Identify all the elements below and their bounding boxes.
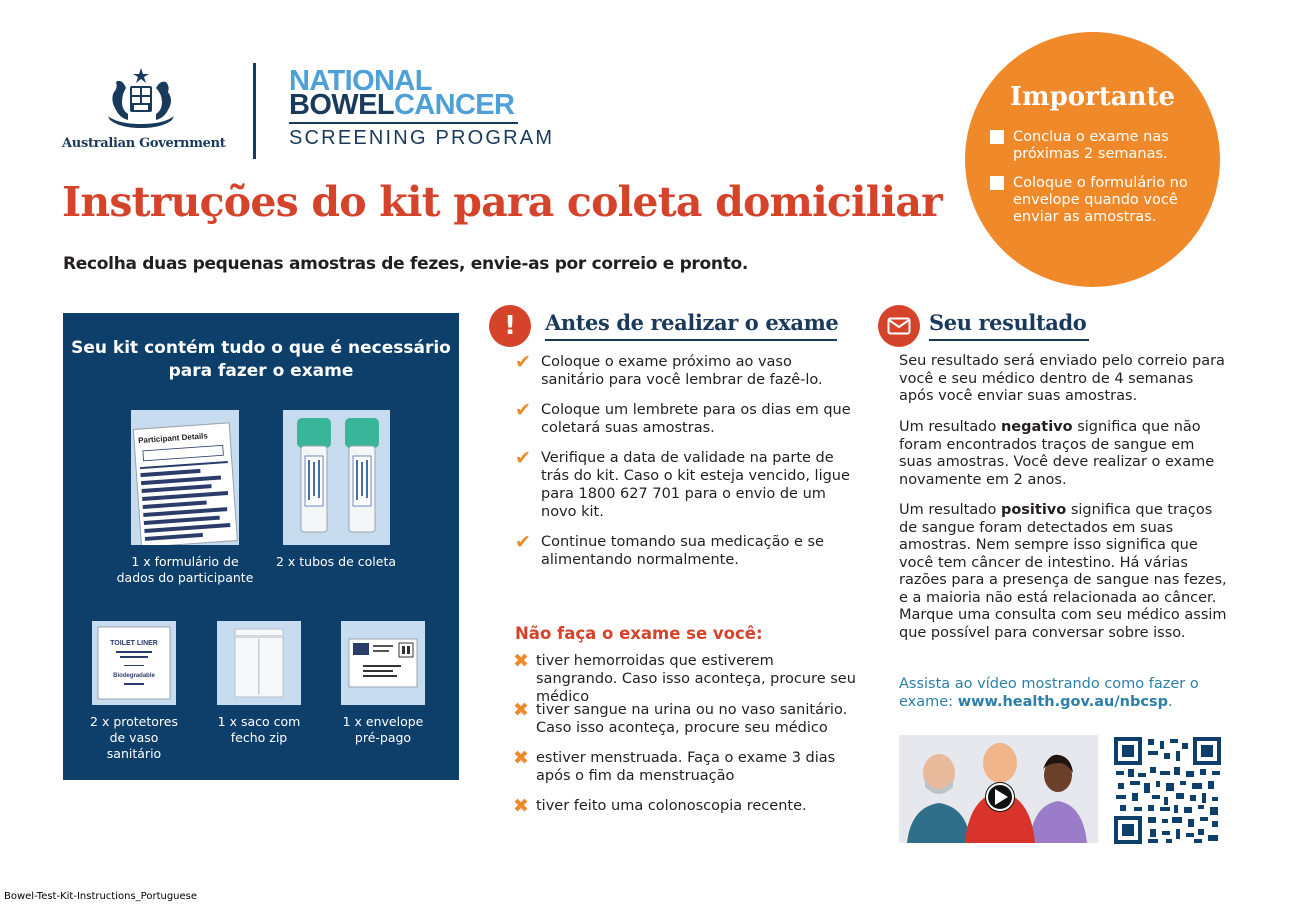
- cross-icon: ✖: [513, 699, 529, 721]
- before-item-text: Coloque um lembrete para os dias em que coletará suas amostras.: [541, 402, 851, 436]
- zip-bag-icon: [217, 621, 301, 705]
- qr-code[interactable]: [1114, 737, 1221, 844]
- before-list-item: [515, 449, 855, 521]
- government-name: Australian Government: [62, 136, 226, 151]
- before-item-text: Verifique a data de validade na parte de trás do kit. Caso o kit esteja vencido, ligue para 1800 627 701 para o envio de um novo kit.: [541, 450, 850, 520]
- before-list-item: [515, 353, 855, 389]
- important-item-text: Coloque o formulário no envelope quando você enviar as amostras.: [1013, 175, 1188, 225]
- donts-item-text: tiver sangue na urina ou no vaso sanitário. Caso isso aconteça, procure seu médico: [536, 702, 848, 736]
- program-logo-bowel: BOWEL: [289, 89, 394, 121]
- video-prompt-text: Assista ao vídeo mostrando como fazer o exame:: [899, 676, 1199, 710]
- liner-image-heading: TOILET LINER: [110, 640, 158, 647]
- liner-image-sub: Biodegradable: [113, 673, 155, 679]
- check-icon: ✔: [515, 531, 531, 553]
- cross-icon: ✖: [513, 650, 529, 672]
- before-item-text: Continue tomando sua medicação e se alimentando normalmente.: [541, 534, 824, 568]
- cross-icon: ✖: [513, 795, 529, 817]
- results-text: Um resultado: [899, 502, 1001, 518]
- important-item: [990, 129, 1200, 163]
- donts-list-item: [513, 701, 858, 737]
- check-icon: ✔: [515, 399, 531, 421]
- video-people-illustration: [899, 735, 1098, 843]
- important-item: [990, 175, 1200, 226]
- donts-item-text: tiver feito uma colonoscopia recente.: [536, 798, 807, 814]
- cross-icon: ✖: [513, 747, 529, 769]
- liners-image: [92, 621, 176, 705]
- donts-list-item: [513, 749, 858, 785]
- envelope-icon: [341, 621, 425, 705]
- mail-icon: [878, 305, 920, 347]
- kit-item-zip-bag: [209, 621, 309, 746]
- coat-of-arms-icon: [98, 66, 184, 130]
- qr-code-icon: [1114, 737, 1221, 844]
- before-list-item: [515, 401, 855, 437]
- footer-filename: Bowel-Test-Kit-Instructions_Portuguese: [4, 891, 198, 902]
- form-image: [131, 410, 239, 545]
- program-logo-line1: NATIONAL: [289, 65, 432, 97]
- results-text: significa que não foram encontrados traços de sangue em suas amostras. Você deve realizar o exame novamente em 2 anos.: [899, 419, 1215, 488]
- results-paragraph-negative: [899, 419, 1229, 489]
- donts-list-item: [513, 652, 858, 706]
- results-text: Um resultado: [899, 419, 1001, 435]
- program-logo: [289, 65, 555, 156]
- program-logo-line3: SCREENING PROGRAM: [289, 127, 555, 149]
- video-prompt: [899, 676, 1219, 711]
- kit-item-label: 2 x tubos de coleta: [275, 554, 397, 569]
- kit-item-liners: [83, 621, 185, 762]
- page-title: Instruções do kit para coleta domiciliar: [62, 178, 942, 226]
- logo-divider: [253, 63, 256, 159]
- australian-government-logo: [62, 66, 226, 156]
- before-list-item: [515, 533, 855, 569]
- important-item-text: Conclua o exame nas próximas 2 semanas.: [1013, 129, 1169, 162]
- kit-item-form: [115, 410, 255, 586]
- zip-bag-image: [217, 621, 301, 705]
- results-paragraph: Seu resultado será enviado pelo correio para você e seu médico dentro de 4 semanas após você enviar suas amostras.: [899, 353, 1225, 404]
- envelope-image: [341, 621, 425, 705]
- video-link-suffix: .: [1167, 693, 1173, 710]
- donts-list-item: [513, 797, 858, 815]
- envelope-outline-icon: [887, 317, 911, 335]
- program-logo-cancer: CANCER: [393, 89, 515, 121]
- kit-item-tubes: [270, 410, 402, 570]
- before-item-text: Coloque o exame próximo ao vaso sanitário para você lembrar de fazê-lo.: [541, 354, 823, 388]
- results-text: significa que traços de sangue foram detectados em suas amostras. Nem sempre isso significa que você tem câncer de intestino. Há várias razões para a presença de sangue nas fezes, e a maioria não está relacionada ao câncer. Marque uma consulta com seu médico assim que possível para conversar sobre isso.: [899, 502, 1227, 641]
- form-image-heading: Participant Details: [137, 431, 209, 446]
- kit-contents-title: Seu kit contém tudo o que é necessário para fazer o exame: [71, 338, 451, 381]
- important-title: Importante: [1009, 82, 1176, 112]
- kit-item-label: 1 x envelope pré-pago: [342, 714, 424, 745]
- check-icon: ✔: [515, 447, 531, 469]
- video-thumbnail[interactable]: [899, 735, 1098, 843]
- checkbox-icon: [990, 176, 1004, 190]
- kit-contents-panel: [63, 313, 459, 780]
- program-logo-rule: [289, 122, 518, 124]
- results-negative-word: negativo: [1000, 419, 1073, 435]
- check-icon: ✔: [515, 351, 531, 373]
- donts-item-text: tiver hemorroidas que estiverem sangrando. Caso isso aconteça, procure seu médico: [536, 653, 856, 705]
- kit-item-label: 1 x formulário de dados do participante: [116, 554, 254, 585]
- alert-icon-glyph: !: [504, 311, 516, 341]
- results-paragraph-positive: [899, 502, 1229, 642]
- video-link[interactable]: www.health.gov.au/nbcsp: [957, 693, 1168, 710]
- results-heading: Seu resultado: [929, 310, 1089, 341]
- results-positive-word: positivo: [1000, 502, 1067, 518]
- kit-item-label: 2 x protetores de vaso sanitário: [90, 714, 178, 761]
- donts-heading: Não faça o exame se você:: [515, 624, 763, 643]
- page-subtitle: Recolha duas pequenas amostras de fezes, envie-as por correio e pronto.: [63, 254, 749, 274]
- participant-form-icon: [131, 410, 239, 545]
- important-callout: [965, 32, 1220, 287]
- before-heading: Antes de realizar o exame: [545, 310, 837, 341]
- kit-item-envelope: [333, 621, 433, 746]
- toilet-liner-icon: [92, 621, 176, 705]
- program-logo-line2: [289, 89, 515, 121]
- donts-item-text: estiver menstruada. Faça o exame 3 dias após o fim da menstruação: [536, 750, 836, 784]
- kit-item-label: 1 x saco com fecho zip: [217, 714, 301, 745]
- alert-icon: [489, 305, 531, 347]
- collection-tubes-icon: [283, 410, 390, 545]
- tubes-image: [283, 410, 390, 545]
- checkbox-icon: [990, 130, 1004, 144]
